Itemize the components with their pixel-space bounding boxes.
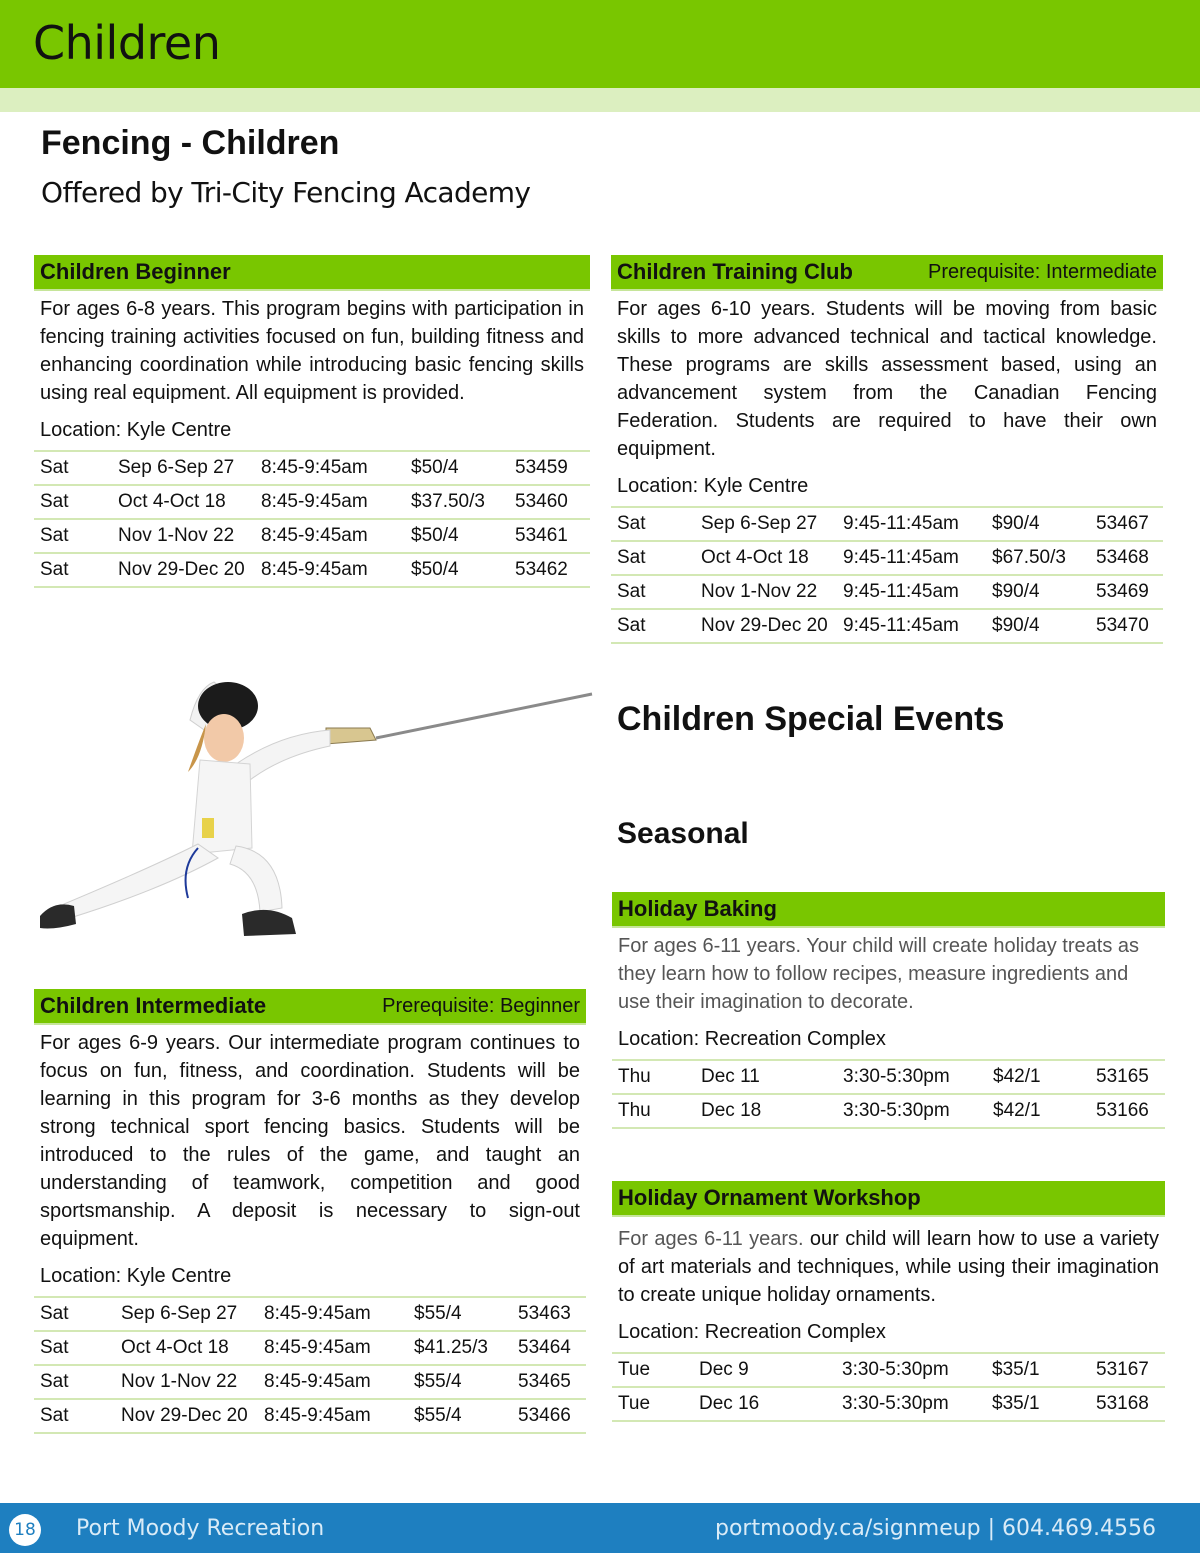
schedule-code: 53168: [1096, 1393, 1149, 1414]
beginner-header: [34, 255, 590, 291]
schedule-day: Sat: [40, 457, 69, 478]
ornament-description-lead: For ages 6-11 years.: [618, 1228, 804, 1250]
schedule-dates: Oct 4-Oct 18: [121, 1337, 229, 1358]
intermediate-header: [34, 989, 586, 1025]
schedule-code: 53462: [515, 559, 568, 580]
schedule-code: 53470: [1096, 615, 1149, 636]
schedule-day: Tue: [618, 1359, 651, 1380]
schedule-dates: Dec 9: [699, 1359, 749, 1380]
training-header: [611, 255, 1163, 291]
schedule-dates: Dec 16: [699, 1393, 760, 1414]
page-title: Children: [33, 16, 221, 70]
schedule-code: 53468: [1096, 547, 1149, 568]
schedule-dates: Oct 4-Oct 18: [118, 491, 226, 512]
schedule-code: 53464: [518, 1337, 571, 1358]
baking-header: [612, 892, 1165, 928]
schedule-fee: $50/4: [411, 457, 459, 478]
header-band-light: [0, 88, 1200, 112]
schedule-day: Sat: [617, 547, 646, 568]
schedule-code: 53167: [1096, 1359, 1149, 1380]
seasonal-heading: Seasonal: [617, 817, 749, 850]
intermediate-location: Location: Kyle Centre: [40, 1265, 232, 1287]
schedule-day: Sat: [40, 1303, 69, 1324]
schedule-row: [34, 519, 590, 553]
footer-contact[interactable]: portmoody.ca/signmeup | 604.469.4556: [715, 1516, 1156, 1541]
schedule-dates: Nov 29-Dec 20: [118, 559, 245, 580]
schedule-time: 3:30-5:30pm: [843, 1066, 950, 1087]
schedule-time: 9:45-11:45am: [843, 547, 959, 568]
schedule-row: [612, 1094, 1165, 1128]
schedule-dates: Oct 4-Oct 18: [701, 547, 809, 568]
schedule-row: [34, 1331, 586, 1365]
schedule-time: 8:45-9:45am: [261, 457, 368, 478]
schedule-day: Thu: [618, 1100, 651, 1121]
program-title: Fencing - Children: [41, 124, 340, 162]
schedule-code: 53466: [518, 1405, 571, 1426]
schedule-row: [611, 575, 1163, 609]
schedule-dates: Nov 29-Dec 20: [701, 615, 828, 636]
schedule-fee: $55/4: [414, 1405, 462, 1426]
schedule-time: 8:45-9:45am: [261, 525, 368, 546]
baking-section: [612, 892, 1165, 1129]
schedule-dates: Nov 1-Nov 22: [701, 581, 818, 602]
schedule-day: Sat: [617, 615, 646, 636]
ornament-description: [612, 1217, 1165, 1309]
beginner-schedule: [34, 450, 590, 588]
special-events-title: Children Special Events: [617, 700, 1005, 738]
schedule-code: 53166: [1096, 1100, 1149, 1121]
schedule-day: Sat: [40, 559, 69, 580]
ornament-schedule: [612, 1352, 1165, 1422]
schedule-row: [612, 1387, 1165, 1421]
intermediate-section: [34, 989, 586, 1434]
schedule-time: 8:45-9:45am: [264, 1405, 371, 1426]
schedule-day: Thu: [618, 1066, 651, 1087]
page-number: 18: [9, 1514, 41, 1546]
schedule-time: 8:45-9:45am: [264, 1337, 371, 1358]
ornament-header: [612, 1181, 1165, 1217]
schedule-row: [34, 1399, 586, 1433]
schedule-dates: Nov 1-Nov 22: [118, 525, 235, 546]
ornament-location: Location: Recreation Complex: [618, 1321, 886, 1343]
schedule-row: [34, 451, 590, 485]
schedule-fee: $90/4: [992, 513, 1040, 534]
schedule-code: 53461: [515, 525, 568, 546]
schedule-fee: $41.25/3: [414, 1337, 488, 1358]
beginner-description: For ages 6-8 years. This program begins with participation in fencing training activities focused on fun, building fitness and enhancing coordination while introducing basic fencing skills using real equipment. All equipment is provided.: [40, 298, 584, 404]
schedule-fee: $42/1: [993, 1100, 1041, 1121]
fencer-illustration: [30, 668, 600, 948]
training-prereq: Prerequisite: Intermediate: [927, 260, 1157, 283]
schedule-code: 53165: [1096, 1066, 1149, 1087]
schedule-fee: $90/4: [992, 615, 1040, 636]
schedule-day: Sat: [617, 581, 646, 602]
schedule-time: 8:45-9:45am: [264, 1371, 371, 1392]
intermediate-title: Children Intermediate: [40, 993, 267, 1018]
schedule-time: 8:45-9:45am: [261, 491, 368, 512]
training-section: [611, 255, 1163, 644]
schedule-row: [34, 1365, 586, 1399]
schedule-time: 9:45-11:45am: [843, 615, 959, 636]
training-schedule: [611, 506, 1163, 644]
schedule-row: [34, 1297, 586, 1331]
schedule-fee: $67.50/3: [992, 547, 1066, 568]
schedule-dates: Sep 6-Sep 27: [121, 1303, 238, 1324]
schedule-dates: Dec 11: [701, 1066, 760, 1087]
intermediate-prereq: Prerequisite: Beginner: [382, 994, 580, 1017]
ornament-description-rest: our child will learn how to use a variety of art materials and techniques, while using their imagination to create unique holiday ornaments.: [618, 1228, 1159, 1306]
schedule-code: 53463: [518, 1303, 571, 1324]
schedule-day: Sat: [40, 1337, 69, 1358]
intermediate-description: For ages 6-9 years. Our intermediate program continues to focus on fun, fitness, and coordination. Students will be learning in this program for 3-6 months as they develop strong technical sport fencing basics. Students will be introduced to the rules of the game, and taught an understanding of teamwork, competition and good sportsmanship. A deposit is necessary to sign-out equipment.: [40, 1032, 580, 1250]
schedule-row: [34, 553, 590, 587]
schedule-fee: $50/4: [411, 559, 459, 580]
training-location: Location: Kyle Centre: [617, 475, 809, 497]
schedule-row: [611, 541, 1163, 575]
schedule-row: [612, 1353, 1165, 1387]
schedule-day: Sat: [40, 491, 69, 512]
schedule-time: 8:45-9:45am: [264, 1303, 371, 1324]
beginner-section: [34, 255, 590, 588]
front-shoe: [242, 910, 296, 936]
schedule-code: 53469: [1096, 581, 1149, 602]
ornament-title: Holiday Ornament Workshop: [618, 1185, 921, 1210]
schedule-day: Sat: [40, 525, 69, 546]
foil-guard: [326, 728, 376, 744]
schedule-fee: $90/4: [992, 581, 1040, 602]
baking-description: For ages 6-11 years. Your child will create holiday treats as they learn how to follow recipes, measure ingredients and use their imagination to decorate.: [618, 935, 1140, 1013]
intermediate-schedule: [34, 1296, 586, 1434]
schedule-dates: Nov 29-Dec 20: [121, 1405, 248, 1426]
schedule-day: Sat: [617, 513, 646, 534]
schedule-fee: $42/1: [993, 1066, 1041, 1087]
program-subtitle: Offered by Tri-City Fencing Academy: [41, 176, 531, 209]
schedule-fee: $35/1: [992, 1393, 1040, 1414]
schedule-time: 3:30-5:30pm: [843, 1100, 950, 1121]
schedule-fee: $55/4: [414, 1371, 462, 1392]
schedule-time: 3:30-5:30pm: [842, 1393, 949, 1414]
beginner-location: Location: Kyle Centre: [40, 419, 232, 441]
schedule-code: 53459: [515, 457, 568, 478]
schedule-time: 3:30-5:30pm: [842, 1359, 949, 1380]
schedule-dates: Dec 18: [701, 1100, 762, 1121]
schedule-fee: $55/4: [414, 1303, 462, 1324]
schedule-time: 9:45-11:45am: [843, 581, 959, 602]
training-title: Children Training Club: [617, 259, 853, 284]
ornament-section: [612, 1181, 1165, 1422]
schedule-dates: Nov 1-Nov 22: [121, 1371, 238, 1392]
footer-org: Port Moody Recreation: [76, 1516, 325, 1541]
beginner-title: Children Beginner: [40, 259, 231, 284]
schedule-row: [34, 485, 590, 519]
schedule-day: Sat: [40, 1405, 69, 1426]
schedule-day: Tue: [618, 1393, 651, 1414]
schedule-row: [612, 1060, 1165, 1094]
baking-location: Location: Recreation Complex: [618, 1028, 886, 1050]
schedule-code: 53460: [515, 491, 568, 512]
schedule-dates: Sep 6-Sep 27: [118, 457, 235, 478]
schedule-fee: $37.50/3: [411, 491, 485, 512]
schedule-row: [611, 507, 1163, 541]
schedule-time: 9:45-11:45am: [843, 513, 959, 534]
training-description: For ages 6-10 years. Students will be moving from basic skills to more advanced technical and tactical knowledge. These programs are skills assessment based, using an advancement system from the Canadian Fencing Federation. Students are required to have their own equipment.: [617, 298, 1157, 460]
schedule-fee: $35/1: [992, 1359, 1040, 1380]
back-shoe: [40, 904, 76, 928]
schedule-day: Sat: [40, 1371, 69, 1392]
schedule-dates: Sep 6-Sep 27: [701, 513, 818, 534]
schedule-code: 53465: [518, 1371, 571, 1392]
baking-schedule: [612, 1059, 1165, 1129]
schedule-code: 53467: [1096, 513, 1149, 534]
baking-title: Holiday Baking: [618, 896, 777, 921]
schedule-time: 8:45-9:45am: [261, 559, 368, 580]
schedule-row: [611, 609, 1163, 643]
schedule-fee: $50/4: [411, 525, 459, 546]
